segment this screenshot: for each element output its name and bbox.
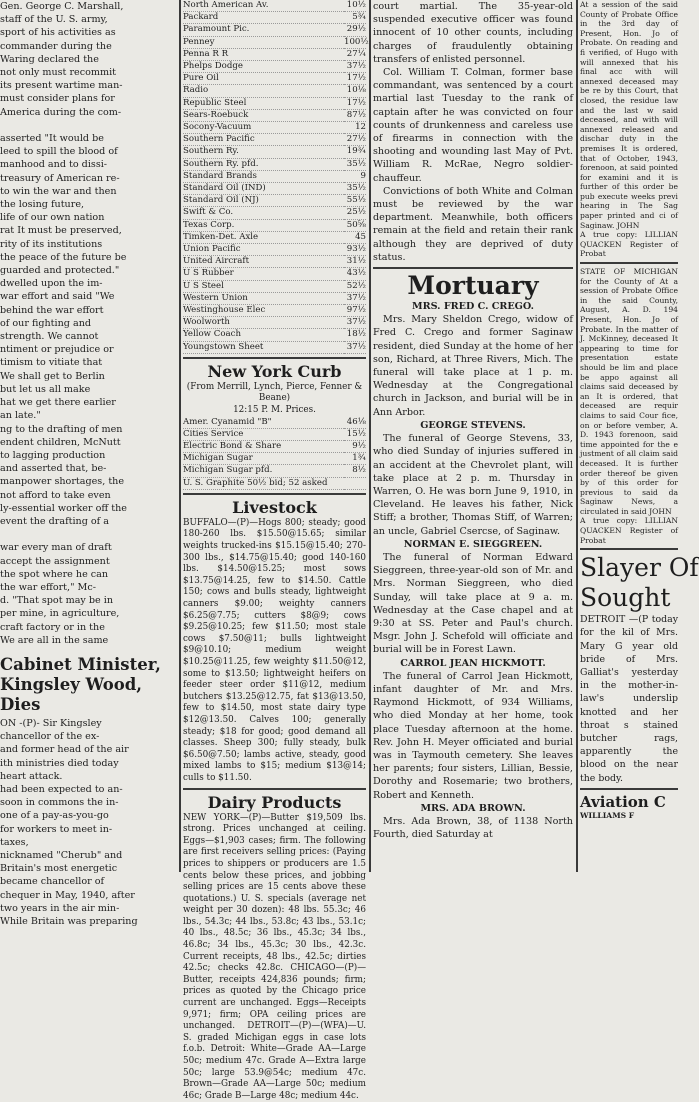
stock-price: 25½ (344, 207, 366, 219)
text-line: dwelled upon the im- (0, 278, 103, 290)
text-line: guarded and protected." (0, 265, 120, 277)
stock-name: Swift & Co. (183, 207, 344, 219)
obit-heading-brown: MRS. ADA BROWN. (420, 802, 526, 814)
column-4 (580, 0, 699, 872)
divider (580, 548, 678, 550)
stock-name: Southern Ry. pfd. (183, 159, 344, 171)
stock-name: Youngstown Sheet (183, 342, 344, 354)
column-rule (179, 0, 181, 872)
stock-name: U S Steel (183, 281, 344, 293)
probate-copy-2: A true copy: LILLIAN QUACKEN Register of Probat (580, 516, 678, 545)
stock-price: 17½ (344, 98, 366, 110)
war-story (0, 0, 177, 647)
column-3 (373, 0, 573, 872)
stock-price: 19¾ (344, 146, 366, 158)
text-line: war effort and said "We (0, 291, 115, 303)
text-line: and former head of the air (0, 744, 129, 756)
text-line: Britain's most energetic (0, 863, 118, 875)
curb-price: 46⅛ (344, 417, 366, 429)
stock-price: 50⅝ (344, 220, 366, 232)
obit-stevens: The funeral of George Stevens, 33, who died Sunday of injuries suffered in an accident at the Chevrolet plant, will take place at 2 p. m. Thursday in Warren, O. He was born June 9, 1910, in Cleveland. He leaves his father, Nick Stiff; a brother, Thomas Stiff, of Warren; an uncle, Gabriel Csercse, of Saginaw. (373, 433, 573, 537)
text-line: ntiment or prejudice or (0, 344, 114, 356)
court-martial-story: court martial. The 35-year-old suspended executive officer was found innocent of 10 other counts, including charges of fraudulently obtaining transfers of enlisted personnel. (373, 1, 573, 65)
stock-price: 29½ (344, 24, 366, 36)
stock-name: Southern Ry. (183, 146, 344, 158)
headline-sought: Sought (580, 583, 671, 613)
stock-name: United Aircraft (183, 256, 344, 268)
stock-price: 17½ (344, 73, 366, 85)
stock-price: 43½ (344, 268, 366, 280)
stock-names (183, 0, 344, 354)
text-line: rity of its institutions (0, 238, 103, 250)
text-line: two years in the air min- (0, 902, 120, 914)
court-martial-p3: Convictions of both White and Colman must be reviewed by the war department. Meanwhile, both officers remain at the field and retain their rank although they are deprived of duty status. (373, 185, 573, 263)
stock-name: Southern Pacific (183, 134, 344, 146)
text-line: rat It must be preserved, (0, 225, 122, 237)
stock-price: 37½ (344, 342, 366, 354)
probate-copy-1: A true copy: LILLIAN QUACKEN Register of Probat (580, 230, 678, 259)
text-line: soon in commons the in- (0, 797, 119, 809)
text-line: of our fighting and (0, 317, 92, 329)
stock-name: Phelps Dodge (183, 61, 344, 73)
headline-cabinet-minister: Cabinet Minister, (0, 654, 161, 674)
text-line: not only must recommit (0, 67, 116, 79)
text-line: but let us all make (0, 383, 91, 395)
stock-price: 97½ (344, 305, 366, 317)
text-line: chequer in May, 1940, after (0, 889, 135, 901)
stock-name: Union Pacific (183, 244, 344, 256)
divider (580, 262, 678, 264)
text-line: timism to vitiate that (0, 357, 103, 369)
stock-prices (344, 0, 369, 354)
stock-price: 9 (344, 171, 366, 183)
divider (183, 357, 366, 359)
curb-name: Michigan Sugar (183, 453, 344, 465)
text-line: had been expected to an- (0, 783, 123, 795)
text-line: war every man of draft (0, 542, 112, 554)
text-line: to lagging production (0, 449, 106, 461)
text-line: not afford to take even (0, 489, 111, 501)
stock-price: 27½ (344, 134, 366, 146)
obit-brown: Mrs. Ada Brown, 38, of 1138 North Fourth, died Saturday at (373, 815, 573, 841)
text-line: taxes, (0, 836, 29, 848)
text-line: commander during the (0, 40, 112, 52)
curb-price: 9½ (344, 441, 366, 453)
livestock-heading: Livestock (232, 497, 317, 517)
text-line: hat we get there earlier (0, 397, 116, 409)
text-line: ly-essential worker off the (0, 502, 127, 514)
obit-heading-crego: MRS. FRED C. CREGO. (411, 301, 534, 313)
text-line: sport of his activities as (0, 27, 116, 39)
stock-price: 52½ (344, 281, 366, 293)
divider (183, 788, 366, 790)
text-line: the spot where he can (0, 568, 109, 580)
dairy-report: NEW YORK—(P)—Butter $19,509 lbs. strong. Prices unchanged at ceiling. Eggs—$1,903 cases; firm. The following are first receivers selling prices: (Paying prices to shippers or producers are 1.5 cents below these prices, and jobbing selling prices are 15 cents above these quotations.) U. S. specials (average net weight per 30 dozen): 48 lbs. 55.3c; 46 lbs., 54.3c; 44 lbs., 53.8c; 43 lbs., 53.1c; 40 lbs., 48.5c; 36 lbs., 45.3c; 34 lbs., 46.8c; 34 lbs., 45.3c; 30 lbs., 42.3c. Current receipts, 48 lbs., 42.5c; dirties 42.5c; checks 42.8c. CHICAGO—(P)—Butter, receipts 424,836 pounds; firm; prices as quoted by the Chicago price current are unchanged. Eggs—Receipts 9,971; firm; OPA ceiling prices are unchanged. DETROIT—(P)—(WFA)—U. S. graded Michigan eggs in case lots f.o.b. Detroit: White—Grade AA—Large 50c; medium 47c. Grade A—Extra large 50c; large 53.9@54c; medium 47c. Brown—Grade AA—Large 50c; medium 46c; Grade B—Large 48c; medium 44c. (183, 812, 366, 1101)
text-line: nicknamed "Cherub" and (0, 849, 123, 861)
dairy-heading: Dairy Products (207, 792, 342, 812)
stock-price: 5¾ (344, 12, 366, 24)
text-line: manhood and to dissi- (0, 159, 108, 171)
probate-notice-1: At a session of the said County of Probate Office in the 3rd day of Present, Hon. Jo of Probate. On reading and fi verified, of Hugo with will annexed that his final acc with will annexed deceased may be re by this Court, that closed, the residue law and the last w said deceased, and with will annexed released and dischar duty in the premises It is ordered, that of October, 1943, forenoon, at said pointed for examini and it is further of this order be pub execute weeks previ hearing in The Sag paper printed and ci of Saginaw. JOHN (580, 0, 678, 230)
obit-sieggreen: The funeral of Norman Edward Sieggreen, three-year-old son of Mr. and Mrs. Norman Sieggreen, who died Sunday, will take place at 9 a. m. Wednesday at the Case chapel and at 9:30 at SS. Peter and Paul's church. Msgr. John J. Schefold will officiate and burial will be in Forest Lawn. (373, 551, 573, 656)
stock-name: Standard Oil (NJ) (183, 195, 344, 207)
text-line: craft factory or in the (0, 621, 105, 633)
text-line: an late." (0, 410, 41, 422)
curb-name: Amer. Cyanamid "B" (183, 417, 344, 429)
stock-name: North American Av. (183, 0, 344, 12)
obit-crego: Mrs. Mary Sheldon Crego, widow of Fred C. Crego and former Saginaw resident, died Sunday at the home of her son, Richard, at Three Rivers, Mich. The funeral will take place at 1 p. m. Wednesday at the Congregational church in Jackson, and burial will be in Ann Arbor. (373, 314, 573, 418)
divider (580, 788, 678, 790)
curb-price: 1¾ (344, 453, 366, 465)
stock-price: 31½ (344, 256, 366, 268)
text-line: Gen. George C. Marshall, (0, 1, 124, 12)
text-line: one of a pay-as-you-go (0, 810, 109, 822)
stock-name: Pure Oil (183, 73, 344, 85)
stock-name: Penney (183, 37, 344, 49)
stock-price: 55½ (344, 195, 366, 207)
column-rule (369, 0, 371, 872)
stock-price: 12 (344, 122, 366, 134)
kingsley-wood-story (0, 717, 177, 928)
text-line: staff of the U. S. army, (0, 14, 108, 26)
slayer-story: DETROIT —(P today for the kil of Mrs. Mary G year old bride of Mrs. Galliat's yesterday in the mother-in-law's underslip knotted and her throat s stained butcher rags, apparently the blood on the near the body. (580, 614, 678, 784)
curb-name: Electric Bond & Share (183, 441, 344, 453)
text-line: ith ministries died today (0, 757, 119, 769)
text-line: strength. We cannot (0, 331, 99, 343)
probate-notice-2: STATE OF MICHIGAN for the County of At a session of Probate Office in the said County, August, A. D. 194 Present, Hon. Jo of Probate. In the matter of J. McKinney, deceased It appearing to time for presentation estate should be lim and place be appo against all claims said deceased by an It is ordered, that deceased are requir claims to said Cour fice, on or before vember, A. D. 1943 forenoon, said time appointed for the e justment of all claim said deceased. It is further order thereof be given by of this order for previous to said da Saginaw News, a circulated in said JOHN (580, 267, 678, 516)
text-line: behind the war effort (0, 304, 104, 316)
text-line: chancellor of the ex- (0, 731, 100, 743)
curb-prices (344, 417, 366, 490)
text-line: its present wartime man- (0, 80, 123, 92)
curb-table (183, 417, 366, 490)
stock-price: 18½ (344, 329, 366, 341)
stock-name: Timken-Det. Axle (183, 232, 344, 244)
text-line (0, 528, 175, 541)
headline-aviation: Aviation C (580, 792, 666, 811)
text-line: asserted "It would be (0, 133, 104, 145)
text-line (0, 119, 175, 132)
mortuary-heading: Mortuary (407, 271, 539, 301)
stock-price: 37½ (344, 61, 366, 73)
aviation-byline: WILLIAMS F (580, 810, 635, 820)
stock-name: Standard Oil (IND) (183, 183, 344, 195)
column-rule (576, 0, 578, 872)
curb-names (183, 417, 344, 490)
text-line: the losing future, (0, 199, 85, 211)
curb-heading: New York Curb (207, 361, 342, 381)
column-2 (183, 0, 369, 1101)
text-line: treasury of American re- (0, 172, 120, 184)
curb-name: Cities Service (183, 429, 344, 441)
stock-name: Standard Brands (183, 171, 344, 183)
column-1 (0, 0, 177, 927)
curb-name: U. S. Graphite 50½ bid; 52 asked (183, 478, 344, 490)
text-line: Waring declared the (0, 53, 99, 65)
curb-time: 12:15 P. M. Prices. (233, 405, 316, 416)
text-line: per mine, in agriculture, (0, 608, 120, 620)
text-line: manpower shortages, the (0, 476, 125, 488)
divider (373, 267, 573, 269)
headline-kingsley-wood: Kingsley Wood, Dies (0, 674, 143, 714)
stock-name: Packard (183, 12, 344, 24)
stock-name: Western Union (183, 293, 344, 305)
text-line: for workers to meet in- (0, 823, 113, 835)
text-line: d. "That spot may be in (0, 595, 114, 607)
stock-price: 37½ (344, 293, 366, 305)
curb-source: (From Merrill, Lynch, Pierce, Fenner & Beane) (186, 381, 363, 404)
stock-price: 35½ (344, 183, 366, 195)
stock-price: 37½ (344, 317, 366, 329)
text-line: We shall get to Berlin (0, 370, 105, 382)
text-line: accept the assignment (0, 555, 110, 567)
text-line: leed to spill the blood of (0, 146, 118, 158)
obit-heading-hickmott: CARROL JEAN HICKMOTT. (400, 657, 546, 669)
text-line: life of our own nation (0, 212, 105, 224)
curb-name: Michigan Sugar pfd. (183, 465, 344, 477)
text-line: heart attack. (0, 770, 63, 782)
stock-price: 93½ (344, 244, 366, 256)
stock-price: 10½ (344, 0, 366, 12)
stock-name: Woolworth (183, 317, 344, 329)
curb-price: 8½ (344, 465, 366, 477)
text-line: became chancellor of (0, 876, 105, 888)
stock-price: 87½ (344, 110, 366, 122)
stock-table (183, 0, 369, 354)
stock-price: 10⅛ (344, 85, 366, 97)
stock-name: Penna R R (183, 49, 344, 61)
stock-name: Radio (183, 85, 344, 97)
stock-name: U S Rubber (183, 268, 344, 280)
stock-name: Republic Steel (183, 98, 344, 110)
curb-price (344, 478, 366, 490)
stock-name: Socony-Vacuum (183, 122, 344, 134)
text-line: ON -(P)- Sir Kingsley (0, 717, 102, 729)
text-line: endent children, McNutt (0, 436, 121, 448)
curb-price: 15½ (344, 429, 366, 441)
stock-name: Texas Corp. (183, 220, 344, 232)
stock-price: 27¼ (344, 49, 366, 61)
obit-heading-stevens: GEORGE STEVENS. (420, 419, 526, 431)
text-line: America during the com- (0, 106, 122, 118)
stock-name: Paramount Pic. (183, 24, 344, 36)
stock-name: Westinghouse Elec (183, 305, 344, 317)
stock-price: 45 (344, 232, 366, 244)
text-line: the peace of the future be (0, 251, 127, 263)
text-line: event the drafting of a (0, 515, 110, 527)
divider (183, 493, 366, 495)
headline-slayer: Slayer Of (580, 553, 699, 583)
court-martial-p2: Col. William T. Colman, former base commandant, was sentenced by a court martial last Tuesday to the rank of captain after he was convicted on four counts of drunkenness and careless use of firearms in connection with the shooting and wounding last May of Pvt. William R. McRae, Negro soldier-chauffeur. (373, 67, 573, 184)
livestock-report: BUFFALO—(P)—Hogs 800; steady; good 180-260 lbs. $15.50@15.65; similar weights trucked-ins $15.15@15.40; 270-300 lbs., $14.75@15.40; good 140-160 lbs. $14.50@15.25; most sows $13.75@14.25, few to $14.50. Cattle 150; cows and bulls steady, lightweight canners $9.00; weighty canners $6.25@7.75; cutters $8@9; cows $9.25@10.25; few $11.50; most stale cows $7.50@11; bulls lightweight $9@10.10; medium weight $10.25@11.25, few weighty $11.50@12, some to $13.50; lightweight heifers on feeder steer order $11@12, medium butchers $13.25@12.75, fat $13@13.50, few to $14.50, most state dairy type $12@13.50. Calves 100; generally steady; $18 for good; good demand all classes. Sheep 300; fully steady, bulk $6.50@7.50; lambs active, steady, good mixed lambs to $15; medium $13@14; culls to $11.50. (183, 517, 366, 783)
stock-name: Yellow Coach (183, 329, 344, 341)
text-line: and asserted that, be- (0, 463, 107, 475)
obit-hickmott: The funeral of Carrol Jean Hickmott, infant daughter of Mr. and Mrs. Raymond Hickmott, of 934 Williams, who died Monday at her home, took place Tuesday afternoon at the home. Rev. John H. Meyer officiated and burial was in Taymouth cemetery. She leaves her parents; four sisters, Lillian, Bessie, Dorothy and Rosemarie; two brothers, Robert and Kenneth. (373, 670, 573, 801)
text-line: the war effort," Mc- (0, 581, 96, 593)
obit-heading-sieggreen: NORMAN E. SIEGGREEN. (403, 538, 543, 550)
text-line: While Britain was preparing (0, 916, 138, 927)
text-line: to win the war and then (0, 185, 117, 197)
text-line: We are all in the same (0, 634, 109, 646)
stock-price: 35½ (344, 159, 366, 171)
stock-name: Sears-Roebuck (183, 110, 344, 122)
text-line: ng to the drafting of men (0, 423, 123, 435)
stock-price: 100½ (344, 37, 366, 49)
text-line: must consider plans for (0, 93, 115, 105)
